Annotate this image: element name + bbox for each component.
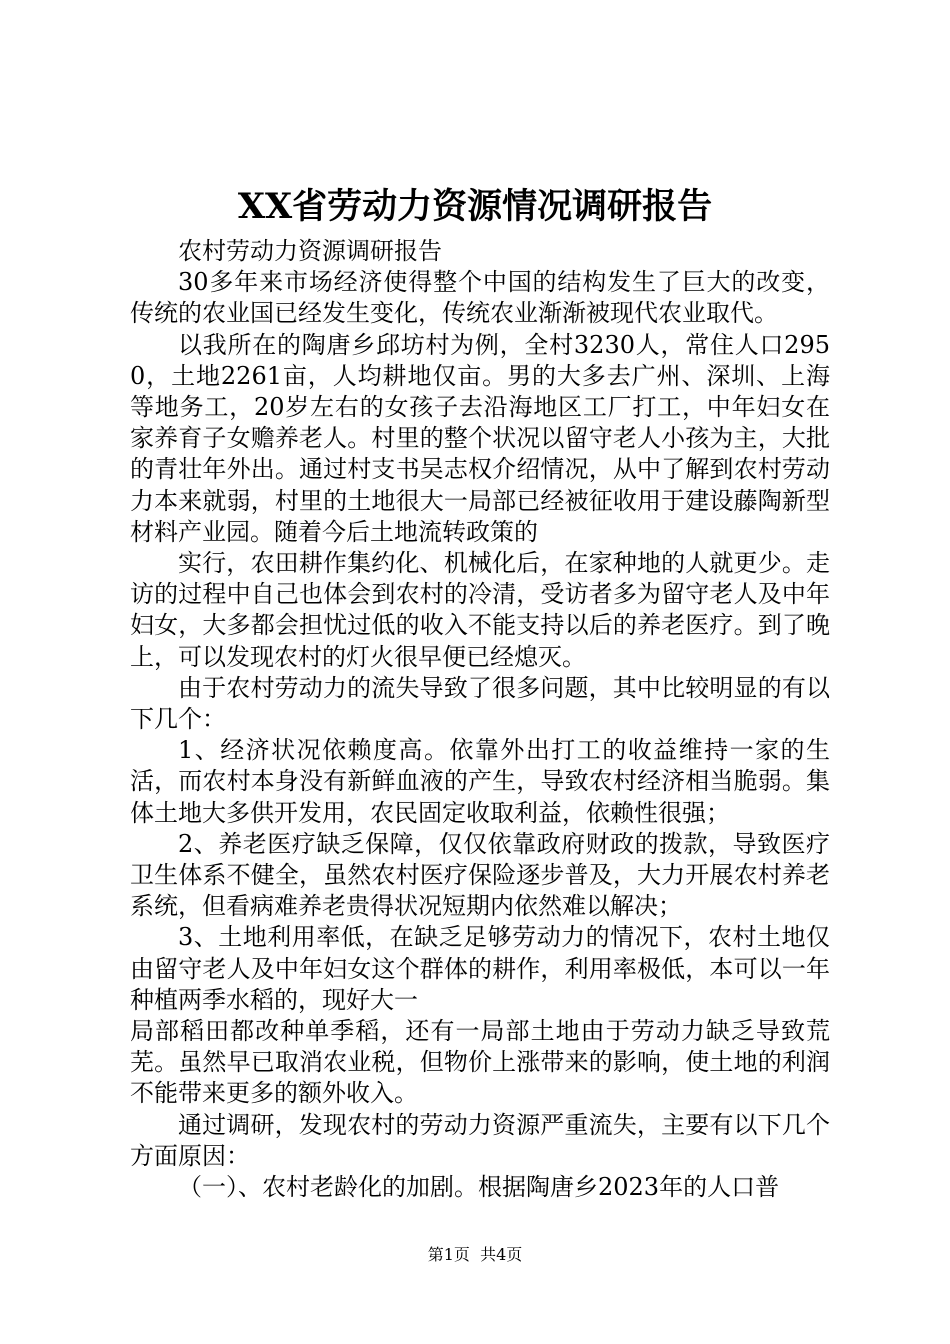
document-body bbox=[130, 236, 830, 1203]
paragraph-list-item: 1、经济状况依赖度高。依靠外出打工的收益维持一家的生活，而农村本身没有新鲜血液的产生，导致农村经济相当脆弱。集体土地大多供开发用，农民固定收取利益，依赖性很强； bbox=[130, 736, 830, 827]
paragraph: 通过调研，发现农村的劳动力资源严重流失，主要有以下几个方面原因： bbox=[130, 1110, 830, 1170]
page-number-footer: 第1页 共4页 bbox=[427, 1245, 523, 1264]
paragraph: 实行，农田耕作集约化、机械化后，在家种地的人就更少。走访的过程中自己也体会到农村的冷清，受访者多为留守老人及中年妇女，大多都会担忧过低的收入不能支持以后的养老医疗。到了晚上，可以发现农村的灯火很早便已经熄灭。 bbox=[130, 549, 830, 671]
paragraph-list-item: 3、土地利用率低，在缺乏足够劳动力的情况下，农村土地仅由留守老人及中年妇女这个群体的耕作，利用率极低，本可以一年种植两季水稻的，现好大一 bbox=[130, 923, 830, 1014]
paragraph: 由于农村劳动力的流失导致了很多问题，其中比较明显的有以下几个： bbox=[130, 673, 830, 734]
paragraph-section-heading: （一）、农村老龄化的加剧。根据陶唐乡2023年的人口普 bbox=[178, 1173, 780, 1202]
paragraph: 30多年来市场经济使得整个中国的结构发生了巨大的改变，传统的农业国已经发生变化，传统农业渐渐被现代农业取代。 bbox=[130, 268, 830, 328]
paragraph-list-item: 2、养老医疗缺乏保障，仅仅依靠政府财政的拨款，导致医疗卫生体系不健全，虽然农村医疗保险逐步普及，大力开展农村养老系统，但看病难养老贵得状况短期内依然难以解决； bbox=[130, 829, 830, 921]
document-title: XX省劳动力资源情况调研报告 bbox=[237, 186, 713, 227]
paragraph-continuation: 局部稻田都改种单季稻，还有一局部土地由于劳动力缺乏导致荒芜。虽然早已取消农业税，但物价上涨带来的影响，使土地的利润不能带来更多的额外收入。 bbox=[130, 1017, 830, 1108]
paragraph-subtitle: 农村劳动力资源调研报告 bbox=[178, 237, 442, 265]
paragraph: 以我所在的陶唐乡邱坊村为例，全村3230人，常住人口2950，土地2261亩，人均耕地仅亩。男的大多去广州、深圳、上海等地务工，20岁左右的女孩子去沿海地区工厂打工，中年妇女在家养育子女赡养老人。村里的整个状况以留守老人小孩为主，大批的青壮年外出。通过村支书吴志权介绍情况，从中了解到农村劳动力本来就弱，村里的土地很大一局部已经被征收用于建设藤陶新型材料产业园。随着今后土地流转政策的 bbox=[130, 330, 830, 546]
